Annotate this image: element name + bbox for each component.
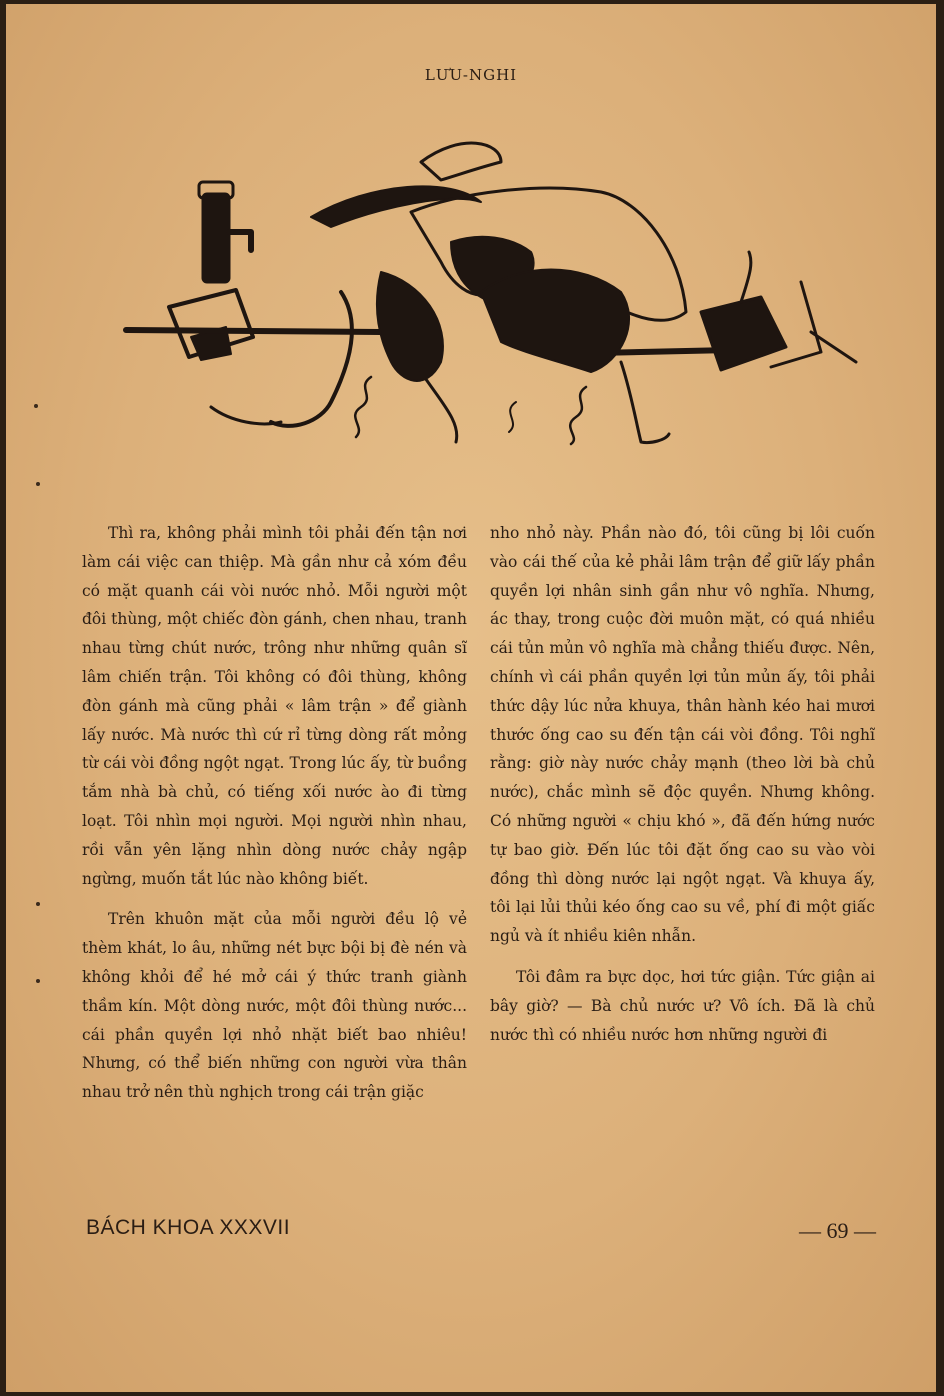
paragraph: Thì ra, không phải mình tôi phải đến tận nơi làm cái việc can thiệp. Mà gần như cả xóm đều có mặt quanh cái vòi nước nhỏ. Mỗi người một đôi thùng, một chiếc đòn gánh, chen nhau, tranh nhau từng chút nước, trông như những quân sĩ lâm chiến trận. Tôi không có đôi thùng, không đòn gánh mà cũng phải « lâm trận » để giành lấy nước. Mà nước thì cứ rỉ từng dòng rất mỏng từ cái vòi đồng ngột ngạt. Trong lúc ấy, từ buồng tắm nhà bà chủ, có tiếng xối nước ào đi từng loạt. Tôi nhìn mọi người. Mọi người nhìn nhau, rồi vẫn yên lặng nhìn dòng nước chảy ngập ngừng, muốn tắt lúc nào không biết. xyxy=(82,524,467,888)
text-column-left xyxy=(82,519,467,1107)
page-number: — 69 — xyxy=(799,1218,876,1243)
magazine-title-footer: BÁCH KHOA XXXVII xyxy=(86,1216,291,1239)
author-header: LƯU-NGHI xyxy=(424,66,518,84)
page-speck xyxy=(36,902,40,906)
paragraph: Trên khuôn mặt của mỗi người đều lộ vẻ thèm khát, lo âu, những nét bực bội bị đè nén và không khỏi để hé mở cái ý thức tranh giành thầm kín. Một dòng nước, một đôi thùng nước... cái phần quyền lợi nhỏ nhặt biết bao nhiêu! Nhưng, có thể biến những con người vừa thân nhau trở nên thù nghịch trong cái trận giặc xyxy=(82,910,467,1102)
magazine-page xyxy=(6,4,936,1392)
paragraph: Tôi đâm ra bực dọc, hơi tức giận. Tức giận ai bây giờ? — Bà chủ nước ư? Vô ích. Đã là chủ nước thì có nhiều nước hơn những người đi xyxy=(490,967,875,1044)
page-speck xyxy=(34,404,38,408)
paragraph: nho nhỏ này. Phần nào đó, tôi cũng bị lôi cuốn vào cái thế của kẻ phải lâm trận để giữ lấy phần quyền lợi nhân sinh gần như vô nghĩa. Nhưng, ác thay, trong cuộc đời muôn mặt, có quá nhiều cái tủn mủn vô nghĩa mà chẳng thiếu được. Nên, chính vì cái phần quyền lợi tủn mủn ấy, tôi phải thức dậy lúc nửa khuya, thân hành kéo hai mươi thước ống cao su đến tận cái vòi đồng. Tôi nghĩ rằng: giờ này nước chảy mạnh (theo lời bà chủ nước), chắc mình sẽ độc quyền. Nhưng không. Có những người « chịu khó », đã đến hứng nước tự bao giờ. Đến lúc tôi đặt ống cao su vào vòi đồng thì dòng nước lại ngột ngạt. Và khuya ấy, tôi lại lủi thủi kéo ống cao su về, phí đi một giấc ngủ và ít nhiều kiên nhẫn. xyxy=(490,524,875,946)
page-speck xyxy=(36,482,40,486)
page-speck xyxy=(36,979,40,983)
text-column-right xyxy=(490,519,875,1049)
ink-drawing-people-struggling-at-water-tap xyxy=(121,122,866,462)
